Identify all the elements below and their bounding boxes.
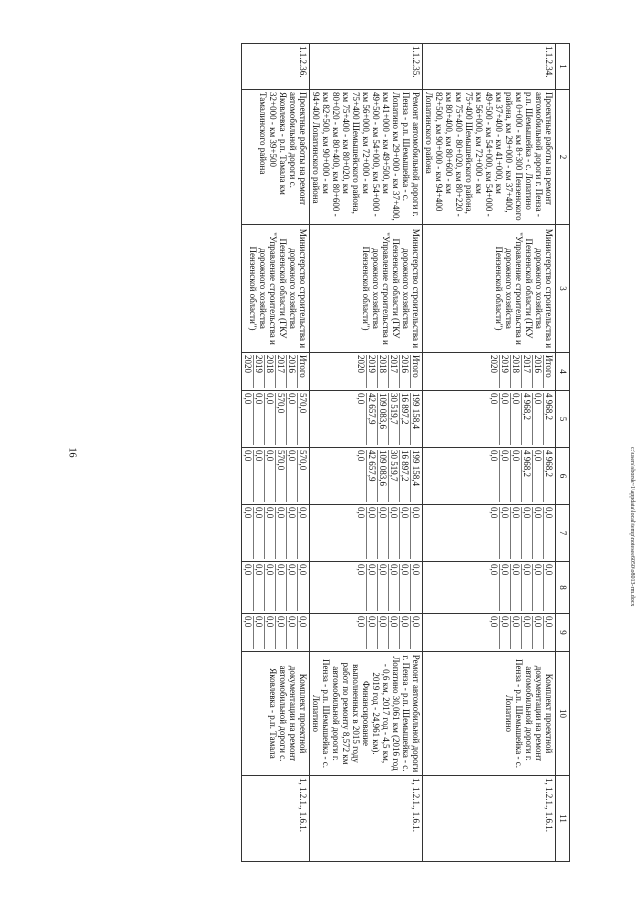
table-row <box>423 44 556 862</box>
value-cell: 0,0 <box>298 616 308 628</box>
value-cell: 0,0 <box>367 564 378 611</box>
column-number-8: 8 <box>556 562 570 614</box>
value-cell: 0,0 <box>389 616 400 649</box>
year-list <box>242 353 310 391</box>
value-cell: 0,0 <box>265 564 276 611</box>
executor: Министерство строительства и дорожного хозяйства Пензенской области (ГКУ "Управление строительства и дорожного хозяйства Пензенской области") <box>310 225 423 353</box>
value-cell: 30 519,7 <box>389 450 400 502</box>
row-id: 1.1.2.34. <box>423 44 556 90</box>
expected-result: Комплект проектной документации на ремонт автомобильной дороги г. Пенза - р.п. Шемышейка - с. Лопатино <box>423 652 556 776</box>
value-cell: 16 897,2 <box>400 393 411 445</box>
value-cell: 2020 <box>356 355 367 388</box>
value-cell: 0,0 <box>243 616 254 649</box>
program-table <box>241 43 570 862</box>
value-cell: 2018 <box>511 355 522 388</box>
value-cell: 199 158,4 <box>411 450 421 486</box>
value-cell: 0,0 <box>389 507 400 559</box>
value-cell: 0,0 <box>500 616 511 649</box>
value-cell: 2017 <box>522 355 533 388</box>
column-number-10: 10 <box>556 652 570 776</box>
value-cell: 2018 <box>265 355 276 388</box>
value-cell: 0,0 <box>489 450 500 502</box>
year-list <box>423 353 556 391</box>
other-sources <box>310 614 423 652</box>
indicator-link: 1, 1.2.1., 1.6.1. <box>242 776 310 862</box>
value-cell: 0,0 <box>511 616 522 649</box>
value-cell: 2020 <box>243 355 254 388</box>
page-number: 16 <box>66 447 78 458</box>
indicator-link: 1, 1.2.1., 1.6.1. <box>423 776 556 862</box>
column-number-11: 11 <box>556 776 570 862</box>
column-number-6: 6 <box>556 448 570 505</box>
federal-budget <box>310 505 423 562</box>
total-funding <box>310 391 423 448</box>
expected-result: Комплект проектной документации на ремонт автомобильной дороги с. Яковлевка - р.п. Тамала <box>242 652 310 776</box>
column-number-1: 1 <box>556 44 570 90</box>
value-cell: 4 968,2 <box>522 450 533 502</box>
value-cell: 0,0 <box>400 507 411 559</box>
value-cell: 2019 <box>500 355 511 388</box>
value-cell: Итого <box>411 355 421 378</box>
value-cell: 0,0 <box>367 616 378 649</box>
value-cell: 0,0 <box>533 616 544 649</box>
value-cell: 0,0 <box>276 564 287 611</box>
regional-budget <box>242 448 310 505</box>
value-cell: 4 968,2 <box>522 393 533 445</box>
other-sources <box>242 614 310 652</box>
value-cell: 199 158,4 <box>411 393 421 429</box>
value-cell: 0,0 <box>533 507 544 559</box>
column-number-2: 2 <box>556 90 570 225</box>
value-cell: 0,0 <box>511 393 522 445</box>
value-cell: 0,0 <box>367 507 378 559</box>
activity-name: Проектные работы на ремонт автомобильной дороги г. Пенза - р.п. Шемышейка - с. Лопатино км 0+000 - км 8+300 Пензенского района, км 29+000 - км 37+400, км 37+400 - км 41+000, км 49+500 - км 54+000, км 54+000 - км 56+000, км 72+000 - км 75+400 Шемышейского района, км 75+400 - 80+020, км 80+220 - км 80+400, км 80+600 - км 82+500, км 90+000 - км 94+400 Лопатинского района <box>423 90 556 225</box>
rotated-table-wrapper <box>70 43 570 861</box>
executor: Министерство строительства и дорожного хозяйства Пензенской области (ГКУ "Управление строительства и дорожного хозяйства Пензенской области") <box>423 225 556 353</box>
footer-path: c:\users\sborsk~1\appdata\local\temp\notesee6050\o8013-rm.docx <box>629 447 635 607</box>
column-number-3: 3 <box>556 225 570 353</box>
value-cell: 0,0 <box>511 450 522 502</box>
value-cell: 2017 <box>276 355 287 388</box>
value-cell: 0,0 <box>356 393 367 445</box>
value-cell: 0,0 <box>500 450 511 502</box>
value-cell: 0,0 <box>522 564 533 611</box>
column-number-5: 5 <box>556 391 570 448</box>
value-cell: 0,0 <box>411 507 421 519</box>
value-cell: 0,0 <box>254 393 265 445</box>
value-cell: 0,0 <box>287 393 298 445</box>
regional-budget <box>423 448 556 505</box>
other-sources <box>423 614 556 652</box>
value-cell: 2019 <box>254 355 265 388</box>
value-cell: 4 968,2 <box>544 450 554 477</box>
value-cell: 0,0 <box>533 450 544 502</box>
value-cell: 2018 <box>378 355 389 388</box>
value-cell: 0,0 <box>254 564 265 611</box>
value-cell: 0,0 <box>287 564 298 611</box>
value-cell: 0,0 <box>489 564 500 611</box>
value-cell: 0,0 <box>378 564 389 611</box>
value-cell: 0,0 <box>265 393 276 445</box>
local-budget <box>423 562 556 614</box>
value-cell: 0,0 <box>489 393 500 445</box>
local-budget <box>310 562 423 614</box>
value-cell: 109 083,6 <box>378 450 389 502</box>
value-cell: 0,0 <box>522 616 533 649</box>
value-cell: 0,0 <box>489 616 500 649</box>
value-cell: 0,0 <box>298 564 308 576</box>
column-number-7: 7 <box>556 505 570 562</box>
value-cell: 0,0 <box>276 507 287 559</box>
value-cell: 0,0 <box>254 450 265 502</box>
value-cell: 2020 <box>489 355 500 388</box>
value-cell: 2016 <box>287 355 298 388</box>
executor: Министерство строительства и дорожного хозяйства Пензенской области (ГКУ "Управление строительства и дорожного хозяйства Пензенской области") <box>242 225 310 353</box>
value-cell: 570,0 <box>298 450 308 471</box>
value-cell: 0,0 <box>298 507 308 519</box>
value-cell: 0,0 <box>400 616 411 649</box>
value-cell: 0,0 <box>276 616 287 649</box>
value-cell: 570,0 <box>276 450 287 502</box>
value-cell: 0,0 <box>411 616 421 628</box>
indicator-link: 1, 1.2.1., 1.6.1. <box>310 776 423 862</box>
value-cell: 0,0 <box>489 507 500 559</box>
row-id: 1.1.2.35. <box>310 44 423 90</box>
value-cell: 0,0 <box>411 564 421 576</box>
value-cell: 0,0 <box>544 616 554 628</box>
regional-budget <box>310 448 423 505</box>
value-cell: 0,0 <box>287 507 298 559</box>
value-cell: 0,0 <box>378 616 389 649</box>
value-cell: 0,0 <box>356 507 367 559</box>
total-funding <box>423 391 556 448</box>
value-cell: 0,0 <box>511 507 522 559</box>
value-cell: 0,0 <box>378 507 389 559</box>
value-cell: 0,0 <box>287 450 298 502</box>
value-cell: 0,0 <box>243 507 254 559</box>
value-cell: 0,0 <box>243 393 254 445</box>
value-cell: 0,0 <box>389 564 400 611</box>
value-cell: 0,0 <box>254 507 265 559</box>
row-id: 1.1.2.36. <box>242 44 310 90</box>
value-cell: 2017 <box>389 355 400 388</box>
value-cell: 0,0 <box>265 616 276 649</box>
value-cell: 2016 <box>533 355 544 388</box>
value-cell: 109 083,6 <box>378 393 389 445</box>
value-cell: 0,0 <box>287 616 298 649</box>
value-cell: 0,0 <box>533 564 544 611</box>
value-cell: 0,0 <box>356 564 367 611</box>
year-list <box>310 353 423 391</box>
federal-budget <box>242 505 310 562</box>
value-cell: 0,0 <box>243 450 254 502</box>
local-budget <box>242 562 310 614</box>
value-cell: 0,0 <box>254 616 265 649</box>
expected-result: Ремонт автомобильной дороги г. Пенза - р.п. Шемышейка - с. Лопатино 30,061 км (2016 год - 0,6 км, 2017 год - 4,5 км, 2019 год - 24,961 км). Финансирование выполненных в 2015 году работ по ремонту 8,572 км автомобильной дороги г. Пенза - р.п. Шемышейка - с. Лопатино <box>310 652 423 776</box>
value-cell: 0,0 <box>243 564 254 611</box>
value-cell: 16 897,2 <box>400 450 411 502</box>
column-number-4: 4 <box>556 353 570 391</box>
value-cell: 0,0 <box>500 507 511 559</box>
table-row <box>242 44 310 862</box>
column-number-9: 9 <box>556 614 570 652</box>
value-cell: 0,0 <box>522 507 533 559</box>
activity-name: Проектные работы на ремонт автомобильной дороги с. Яковлевка - р.п. Тамала км 32+000 - км 39+500 Тамалинского района <box>242 90 310 225</box>
value-cell: 0,0 <box>533 393 544 445</box>
value-cell: 30 519,7 <box>389 393 400 445</box>
value-cell: 0,0 <box>356 450 367 502</box>
value-cell: 0,0 <box>400 564 411 611</box>
value-cell: 0,0 <box>511 564 522 611</box>
value-cell: 0,0 <box>544 564 554 576</box>
table-body <box>242 44 556 862</box>
value-cell: 0,0 <box>544 507 554 519</box>
table-row <box>310 44 423 862</box>
column-number-row <box>556 44 570 862</box>
federal-budget <box>423 505 556 562</box>
value-cell: 0,0 <box>500 564 511 611</box>
value-cell: Итого <box>544 355 554 378</box>
value-cell: Итого <box>298 355 308 378</box>
value-cell: 570,0 <box>298 393 308 414</box>
value-cell: 0,0 <box>500 393 511 445</box>
value-cell: 2016 <box>400 355 411 388</box>
value-cell: 4 968,2 <box>544 393 554 420</box>
value-cell: 0,0 <box>265 450 276 502</box>
value-cell: 0,0 <box>265 507 276 559</box>
value-cell: 42 657,9 <box>367 450 378 502</box>
value-cell: 42 657,9 <box>367 393 378 445</box>
value-cell: 570,0 <box>276 393 287 445</box>
value-cell: 2019 <box>367 355 378 388</box>
activity-name: Ремонт автомобильной дороги г. Пенза - р.п. Шемышейка - с. Лопатино км 29+000 - км 37+400, км 41+000 - км 49+500, км 49+500 - км 54+000, км 54+000 - км 56+000, км 72+000 - км 75+400 Шемышейского района, км 75+400 - км 80+020, км 80+020 - км 80+400, км 80+600 - км 82+500, км 90+000 - км 94+400 Лопатинского района <box>310 90 423 225</box>
value-cell: 0,0 <box>356 616 367 649</box>
total-funding <box>242 391 310 448</box>
